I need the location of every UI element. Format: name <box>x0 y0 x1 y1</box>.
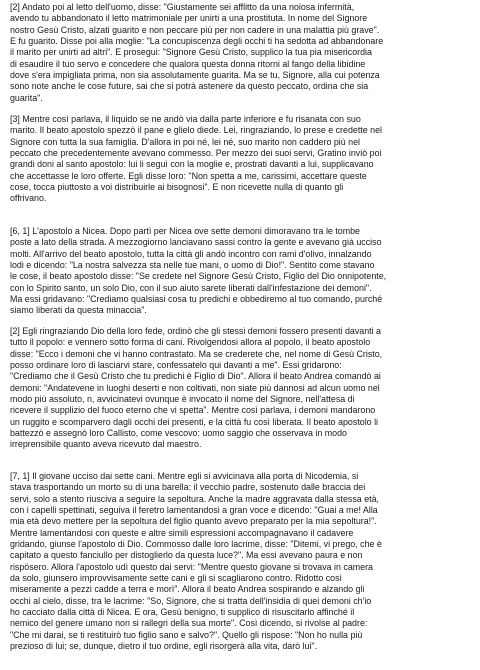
text-line: capitato a questo fanciullo per distoglierlo da questa luce?". Ma essi avevano paura e non <box>10 550 363 561</box>
paragraph-3-wife-healed <box>10 114 476 205</box>
text-line: servi, solo a stento riusciva a seguire la sepoltura. Anche la madre aggravata dalla stessa età, <box>10 493 380 504</box>
text-line: poste a lato della strada. A mezzogiorno lanciavano sassi contro la gente e avevano già ucciso <box>10 237 382 248</box>
text-line: peccato che precedentemente avevano commesso. Per mezzo dei suoi servi, Gratino inviò poi <box>10 148 382 159</box>
text-line: battezzò e assegnò loro Callisto, come vescovo: uomo saggio che osservava in modo <box>10 428 347 439</box>
text-line: [2] Andato poi al letto dell'uomo, disse: "Giustamente sei afflitto da una noiosa infermità, <box>10 2 355 12</box>
text-line: dove s'era impigliata prima, non sia assolutamente guarita. Ma se tu, Signore, alla cui potenza <box>10 70 380 81</box>
text-line: disse: "Ecco i demoni che vi hanno contrastato. Ma se crederete che, nel nome di Gesù Cristo, <box>10 348 383 359</box>
text-line: gridando, giunse l'apostolo di Dio. Commosso dalle loro lacrime, disse: "Ditemi, vi prego, che è <box>10 539 382 550</box>
text-line: prezioso di lui; se, dunque, dietro il tuo ordine, egli risorgerà alla vita, darò lui". <box>10 641 318 652</box>
text-line: ho cacciato dalla città di Nicea. E ora, Gesù benigno, ti supplico di risuscitarlo affinché il <box>10 607 355 618</box>
text-line: E fu guarito. Disse poi alla moglie: "La concupiscenza degli occhi ti ha sedotta ad abbandonare <box>10 36 384 47</box>
text-line: [3] Mentre così parlava, il liquido se ne andò via dalla parte inferiore e fu risanata con suo <box>10 114 361 124</box>
paragraph-2-demons-as-dogs <box>10 326 476 451</box>
text-line: nostro Gesù Cristo, alzati guarito e non peccare più per non cadere in una malattia più grave". <box>10 24 380 35</box>
text-line: offrivano. <box>10 193 47 204</box>
text-line: avendo tu abbandonato il letto matrimoniale per unirti a una prostituta. In nome del Signore <box>10 13 368 24</box>
text-line: di esaudire il tuo servo e concedere che qualora questa donna ritorni al fango della libidine <box>10 58 366 69</box>
text-line: lodi e dicendo: "La nostra salvezza sta nelle tue mani, o uomo di Dio!". Sentito come stavano <box>10 260 375 271</box>
paragraph-2-bed-healing <box>10 2 476 104</box>
text-line: "Crediamo che il Gesù Cristo che tu predichi è Figlio di Dio". Allora il beato Andrea comandò ai <box>10 371 381 382</box>
text-line: con lo Spirito santo, un solo Dio, con il suo aiuto sarete liberati dall'infestazione dei demoni". <box>10 282 372 293</box>
text-line: stava trasportando un morto su di una barella: il vecchio padre, sostenuto dalle braccia dei <box>10 482 366 493</box>
text-line: nemico del genere umano non si rallegri della sua morte". Così dicendo, si rivolse al padre: <box>10 618 368 629</box>
text-line: Signore con tutta la sua famiglia. D'allora in poi né, lei né, suo marito non caddero più nel <box>10 136 360 147</box>
text-line: un ruggito e scomparvero dagli occhi dei presenti, e la città fu così liberata. Il beato apostolo li <box>10 416 379 427</box>
text-line: Mentre lamentandosi con queste e altre simili espressioni accompagnavano il cadavere <box>10 527 354 538</box>
text-line: il marito per unirti ad altri". E prosegui: "Signore Gesù Cristo, supplico la tua pia misericordia <box>10 47 372 58</box>
text-line: con i capelli spettinati, seguiva il feretro lamentandosi a gran voce e dicendo: "Guai a me! Alla <box>10 505 378 516</box>
text-line: Ma essi gridavano: "Crediamo qualsiasi cosa tu predichi e obbediremo al tuo comando, purché <box>10 294 383 305</box>
text-line: marito. Il beato apostolo spezzò il pane e glielo diede. Lei, ringraziando, lo prese e credette nel <box>10 125 382 136</box>
paragraph-6-1-nicea <box>10 226 476 317</box>
text-line: che accettasse le loro offerte. Egli disse loro: "Non spetta a me, carissimi, accettare queste <box>10 170 367 181</box>
text-line: [7, 1] Il giovane ucciso dai sette cani. Mentre egli si avvicinava alla porta di Nicodemia, si <box>10 471 359 481</box>
text-line: occhi al cielo, disse, tra le lacrime: "So, Signore, che si tratta dell'insidia di quei demoni ch'io <box>10 595 372 606</box>
text-line: miseramente a pezzi cadde a terra e morì". Allora il beato Andrea sospirando e alzando gli <box>10 584 365 595</box>
text-line: [6, 1] L'apostolo a Nicea. Dopo partì per Nicea ove sette demoni dimoravano tra le tombe <box>10 226 360 236</box>
text-line: cose, tocca piuttosto a voi distribuirle ai bisognosi". E non ricevette nulla di quanto gli <box>10 182 344 193</box>
text-line: sono note anche le cose future, sai che si potrà astenere da questo peccato, ordina che sia <box>10 81 369 92</box>
text-line: le cose, il beato apostolo disse: "Se credete nel Signore Gesù Cristo, Figlio del Dio onnipotente, <box>10 271 387 282</box>
text-line: demoni: "Andatevene in luoghi deserti e non coltivati, non siate più dannosi ad alcun uomo nel <box>10 382 380 393</box>
text-line: guarita". <box>10 92 43 103</box>
text-line: modo più assoluto, n, avvicinatevi ovunque è invocato il nome del Signore, nell'attesa di <box>10 394 355 405</box>
text-line: "Che mi darai, se ti restituirò tuo figlio sano e salvo?". Quello gli rispose: "Non ho nulla più <box>10 629 363 640</box>
text-line: rispösero. Allora l'apostolo udì questo dai servi: "Mentre questo giovane si trovava in camera <box>10 561 373 572</box>
text-line: grandi doni al santo apostolo: lui li seguì con la moglie e, prostrati davanti a lui, supplicavano <box>10 159 374 170</box>
text-line: mia età devo mettere per la sepoltura del figlio quanto avevo preparato per la mia sepoltura!". <box>10 516 377 527</box>
text-line: da solo, giunsero improvvisamente sette cani e gli si scagliarono contro. Ridotto così <box>10 573 342 584</box>
text-line: siamo liberati da questa minaccia". <box>10 305 147 316</box>
text-line: irreprensibile quanto aveva ricevuto dal maestro. <box>10 439 202 450</box>
text-line: [2] Egli ringraziando Dio della loro fede, ordinò che gli stessi demoni fossero presenti davanti a <box>10 326 381 336</box>
text-line: tutto il popolo: e vennero sotto forma di cani. Rivolgendosi allora al popolo, il beato apostolo <box>10 337 371 348</box>
text-line: ricevere il supplizio del fuoco eterno che vi spetta". Mentre così parlava, i demoni mandarono <box>10 405 376 416</box>
text-line: posso ordinare loro di lasciarvi stare, confessatelo qui davanti a me". Essi gridarono: <box>10 360 342 371</box>
paragraph-7-1-young-man <box>10 471 476 653</box>
text-line: molti. All'arrivo del beato apostolo, tutta la città gli andò incontro con rami d'olivo, innalzando <box>10 248 372 259</box>
